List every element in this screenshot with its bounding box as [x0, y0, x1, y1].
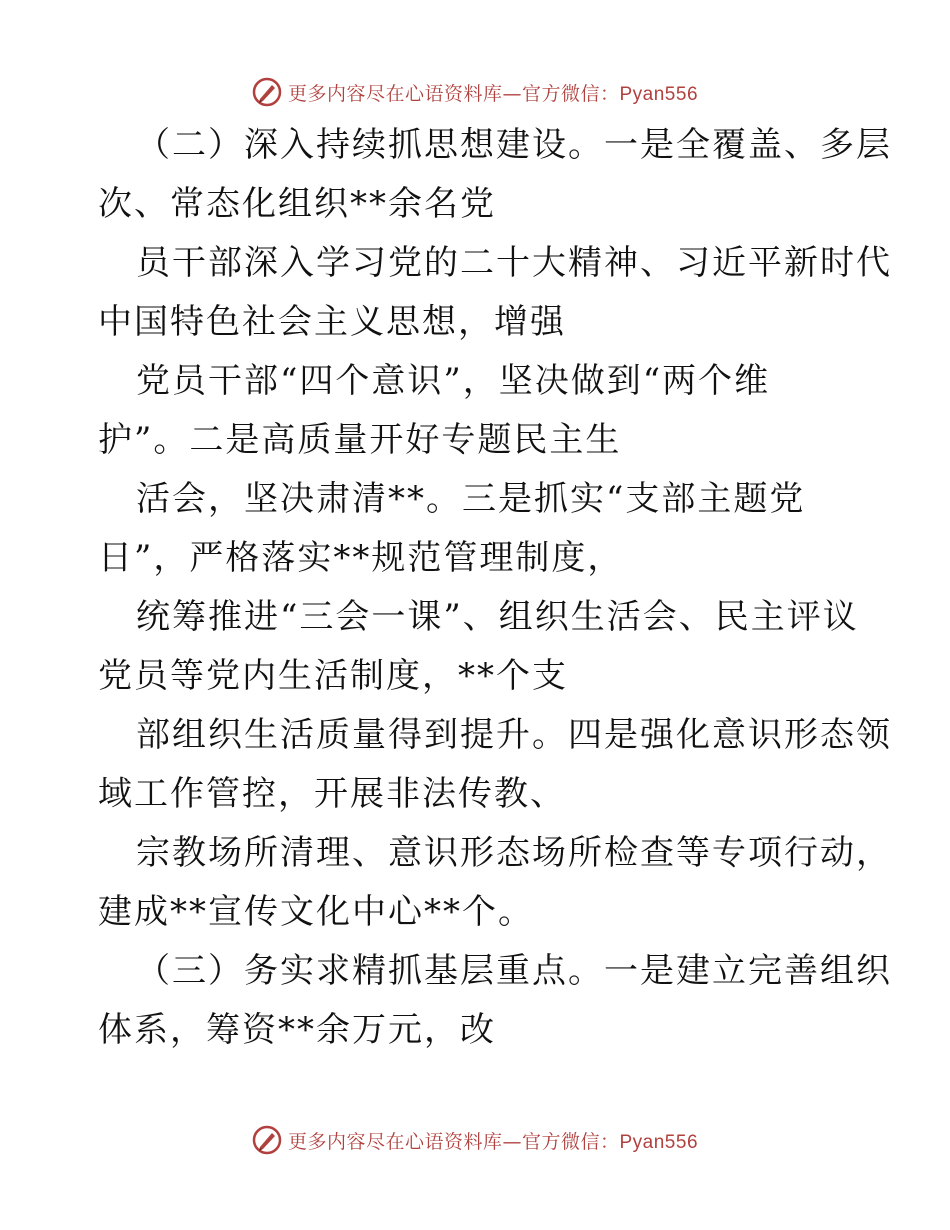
paragraph-line: 体系，筹资**余万元，改: [98, 1010, 496, 1050]
paragraph-line: 活会，坚决肃清**。三是抓实“支部主题党: [136, 479, 806, 519]
watermark-text: 更多内容尽在心语资料库—官方微信：Pyan556: [287, 1130, 699, 1153]
paragraph-line: 建成**宣传文化中心**个。: [98, 892, 534, 932]
paragraph-line: 员干部深入学习党的二十大精神、习近平新时代: [136, 243, 892, 283]
paragraph-line: 日”，严格落实**规范管理制度，: [98, 538, 624, 578]
pen-logo-icon: [252, 77, 282, 107]
pen-logo-icon: [252, 1125, 282, 1155]
paragraph-line: 党员干部“四个意识”，坚决做到“两个维: [136, 361, 771, 401]
paragraph-line: （二）深入持续抓思想建设。一是全覆盖、多层: [136, 125, 892, 165]
header-watermark: [0, 72, 950, 112]
paragraph-line: 次、常态化组织**余名党: [98, 184, 496, 224]
paragraph-line: 统筹推进“三会一课”、组织生活会、民主评议: [136, 597, 859, 637]
paragraph-line: 中国特色社会主义思想，增强: [98, 302, 566, 342]
paragraph-line: 域工作管控，开展非法传教、: [98, 774, 566, 814]
paragraph-line: 护”。二是高质量开好专题民主生: [98, 420, 622, 460]
watermark-text: 更多内容尽在心语资料库—官方微信：Pyan556: [287, 82, 699, 105]
paragraph-line: 宗教场所清理、意识形态场所检查等专项行动，: [136, 833, 892, 873]
paragraph-line: （三）务实求精抓基层重点。一是建立完善组织: [136, 951, 892, 991]
paragraph-line: 部组织生活质量得到提升。四是强化意识形态领: [136, 715, 892, 755]
document-body: [98, 116, 892, 1060]
watermark-wechat-id: Pyan556: [619, 83, 699, 105]
footer-watermark: [0, 1120, 950, 1160]
paragraph-line: 党员等党内生活制度，**个支: [98, 656, 568, 696]
watermark-wechat-id: Pyan556: [619, 1131, 699, 1153]
